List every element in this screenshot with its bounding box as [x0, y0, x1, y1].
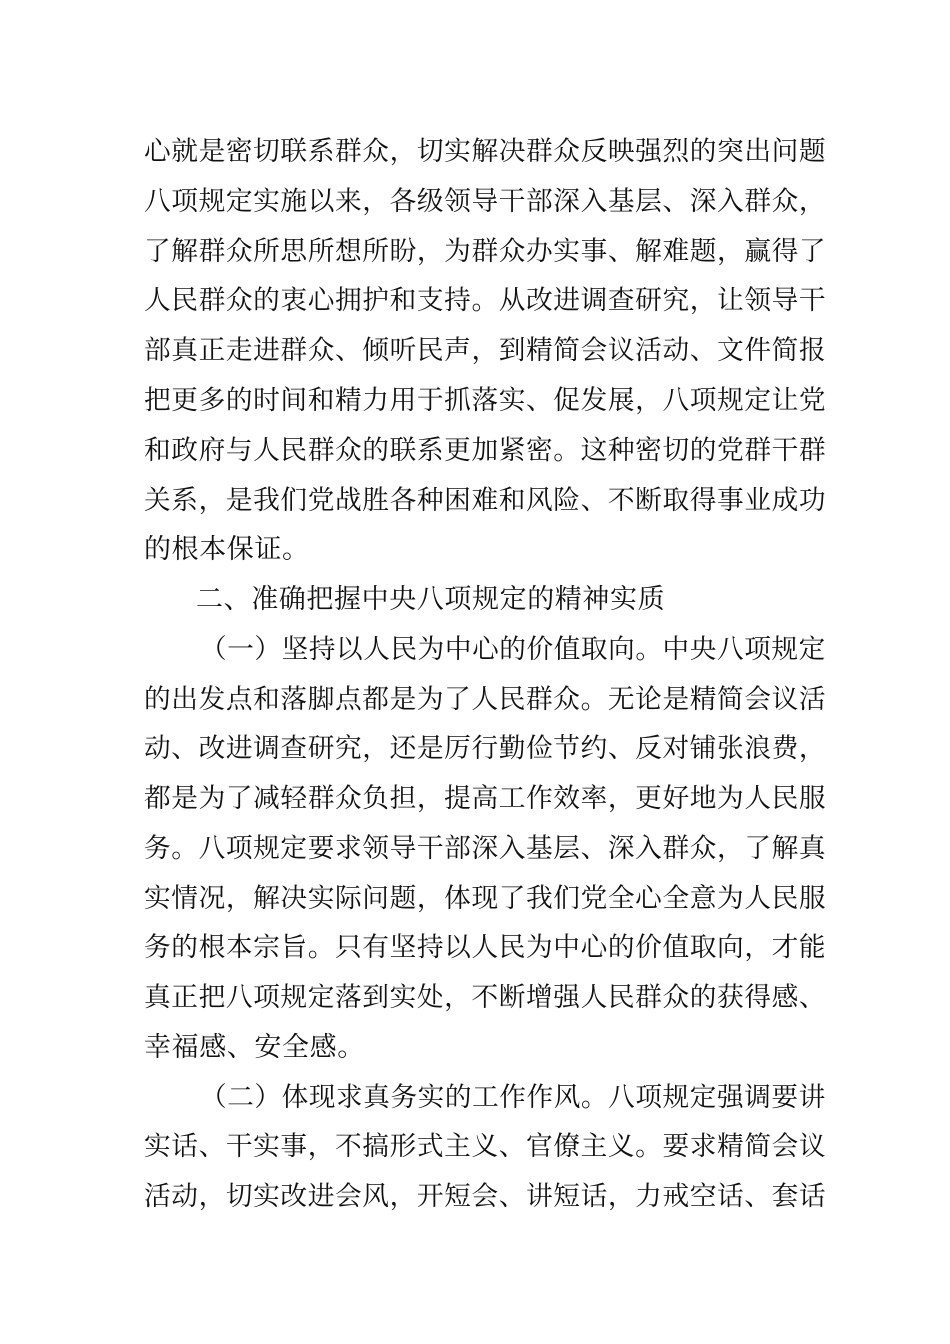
text-line: 实话、干实事，不搞形式主义、官僚主义。要求精简会议 — [144, 1131, 827, 1162]
text-line: 人民群众的衷心拥护和支持。从改进调查研究，让领导干 — [144, 285, 827, 316]
subsection-heading-line: （二）体现求真务实的工作作风。八项规定强调要讲 — [200, 1082, 826, 1113]
text-line: 务的根本宗旨。只有坚持以人民为中心的价值取向，才能 — [144, 932, 827, 963]
text-line: 了解群众所思所想所盼，为群众办实事、解难题，赢得了 — [144, 236, 827, 267]
text-line: 活动，切实改进会风，开短会、讲短话，力戒空话、套话 — [144, 1181, 827, 1212]
text-line: 幸福感、安全感。 — [144, 1032, 365, 1063]
text-line: 的根本保证。 — [144, 534, 310, 565]
text-line: 实情况，解决实际问题，体现了我们党全心全意为人民服 — [144, 883, 827, 914]
text-line: 部真正走进群众、倾听民声，到精简会议活动、文件简报 — [144, 335, 827, 366]
text-line: 真正把八项规定落到实处，不断增强人民群众的获得感、 — [144, 982, 827, 1013]
text-line: 八项规定实施以来，各级领导干部深入基层、深入群众， — [144, 186, 827, 217]
text-line: 都是为了减轻群众负担，提高工作效率，更好地为人民服 — [144, 783, 827, 814]
text-line: 关系，是我们党战胜各种困难和风险、不断取得事业成功 — [144, 485, 827, 516]
section-heading: 二、准确把握中央八项规定的精神实质 — [196, 584, 666, 615]
text-line: 心就是密切联系群众，切实解决群众反映强烈的突出问题 — [144, 136, 827, 167]
text-line: 的出发点和落脚点都是为了人民群众。无论是精简会议活 — [144, 684, 827, 715]
text-line: 动、改进调查研究，还是厉行勤俭节约、反对铺张浪费， — [144, 733, 827, 764]
subsection-heading-line: （一）坚持以人民为中心的价值取向。中央八项规定 — [200, 634, 826, 665]
text-line: 和政府与人民群众的联系更加紧密。这种密切的党群干群 — [144, 435, 827, 466]
text-line: 务。八项规定要求领导干部深入基层、深入群众，了解真 — [144, 833, 827, 864]
text-line: 把更多的时间和精力用于抓落实、促发展，八项规定让党 — [144, 385, 827, 416]
